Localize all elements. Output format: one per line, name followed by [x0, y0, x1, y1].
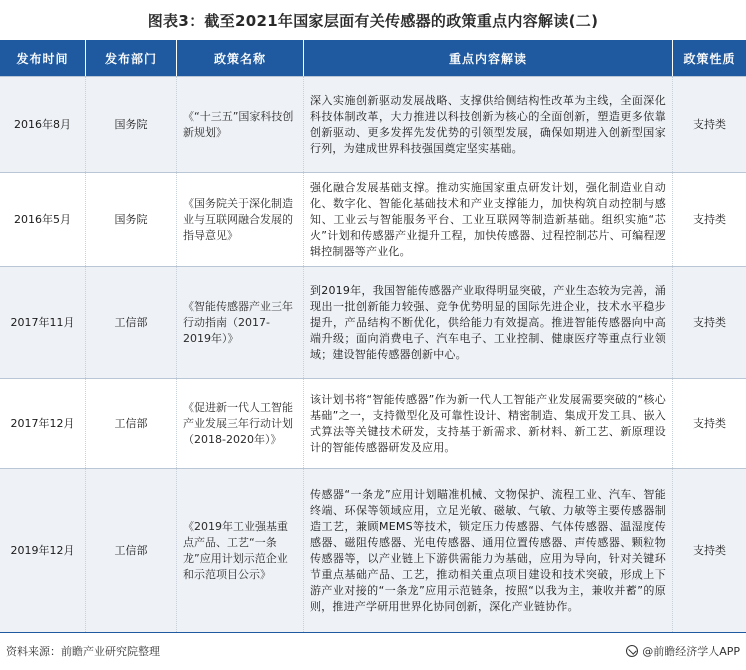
- cell-policy-name: 《“十三五”国家科技创新规划》: [177, 77, 304, 172]
- cell-policy-name: 《智能传感器产业三年行动指南（2017-2019年）》: [177, 267, 304, 378]
- cell-content: 深入实施创新驱动发展战略、支撑供给侧结构性改革为主线，全面深化科技体制改革，大力推进以科技创新为核心的全面创新，塑造更多依靠创新驱动、更多发挥先发优势的引领型发展，确保如期进入创新型国家行列，为建成世界科技强国奠定坚实基础。: [304, 77, 673, 172]
- table-row: [0, 76, 746, 172]
- cell-content: 传感器“一条龙”应用计划瞄准机械、文物保护、流程工业、汽车、智能终端、环保等领域应用，立足光敏、磁敏、气敏、力敏等主要传感器制造工艺，兼顾MEMS等技术，锁定压力传感器、气体传感器、温湿度传感器、磁阻传感器、光电传感器、通用位置传感器、声传感器、颗粒物传感器等，以产业链上下游供需能力为基础，应用为导向，针对关键环节重点基础产品、工艺，推动相关重点项目建设和技术突破，形成上下游产业对接的“一条龙”应用示范链条，按照“以我为主，兼收并蓄”的原则，推进产学研用世界化协同创新，深化产业链协作。: [304, 469, 673, 632]
- brand-logo-icon: [626, 645, 638, 657]
- table-row: [0, 172, 746, 266]
- cell-content: 到2019年，我国智能传感器产业取得明显突破，产业生态较为完善，涌现出一批创新能力较强、竞争优势明显的国际先进企业，技术水平稳步提升，产品结构不断优化，供给能力有效提高。推进智能传感器向中高端升级；面向消费电子、汽车电子、工业控制、健康医疗等重点行业领域；建设智能传感器创新中心。: [304, 267, 673, 378]
- col-header-dept: 发布部门: [86, 40, 177, 76]
- brand: [626, 643, 740, 659]
- cell-date: 2019年12月: [0, 469, 86, 632]
- col-header-date: 发布时间: [0, 40, 86, 76]
- cell-nature: 支持类: [693, 212, 726, 226]
- col-header-nature: 政策性质: [683, 51, 736, 66]
- cell-dept: 工信部: [86, 469, 177, 632]
- policy-table: [0, 40, 746, 632]
- cell-date: 2017年12月: [0, 379, 86, 468]
- col-header-name: 政策名称: [177, 40, 304, 76]
- cell-policy-name: 《2019年工业强基重点产品、工艺“一条龙”应用计划示范企业和示范项目公示》: [177, 469, 304, 632]
- cell-nature: 支持类: [693, 315, 726, 329]
- cell-nature: 支持类: [693, 117, 726, 131]
- cell-content: 强化融合发展基础支撑。推动实施国家重点研发计划，强化制造业自动化、数字化、智能化基础技术和产业支撑能力，加快构筑自动控制与感知、工业云与智能服务平台、工业互联网等制造新基础。组织实施“芯火”计划和传感器产业提升工程，加快传感器、过程控制芯片、可编程逻辑控制器等产业化。: [304, 173, 673, 266]
- table-row: [0, 468, 746, 632]
- cell-dept: 工信部: [86, 379, 177, 468]
- cell-dept: 国务院: [86, 77, 177, 172]
- cell-nature: 支持类: [693, 416, 726, 430]
- table-body: [0, 76, 746, 632]
- table-header: [0, 40, 746, 76]
- cell-content: 该计划书将“智能传感器”作为新一代人工智能产业发展需要突破的“核心基础”之一，支持微型化及可靠性设计、精密制造、集成开发工具、嵌入式算法等关键技术研发，支持基于新需求、新材料、新工艺、新原理设计的智能传感器研发及应用。: [304, 379, 673, 468]
- col-header-content: 重点内容解读: [304, 40, 673, 76]
- cell-policy-name: 《国务院关于深化制造业与互联网融合发展的指导意见》: [177, 173, 304, 266]
- table-row: [0, 378, 746, 468]
- source-note: 资料来源：前瞻产业研究院整理: [6, 644, 160, 658]
- footer: [0, 632, 746, 668]
- cell-dept: 工信部: [86, 267, 177, 378]
- cell-policy-name: 《促进新一代人工智能产业发展三年行动计划（2018-2020年）》: [177, 379, 304, 468]
- chart-title: 图表3：截至2021年国家层面有关传感器的政策重点内容解读(二): [147, 11, 599, 30]
- brand-label: @前瞻经济学人APP: [642, 644, 740, 658]
- cell-dept: 国务院: [86, 173, 177, 266]
- cell-nature: 支持类: [693, 543, 726, 557]
- cell-date: 2016年8月: [0, 77, 86, 172]
- cell-date: 2017年11月: [0, 267, 86, 378]
- cell-date: 2016年5月: [0, 173, 86, 266]
- table-row: [0, 266, 746, 378]
